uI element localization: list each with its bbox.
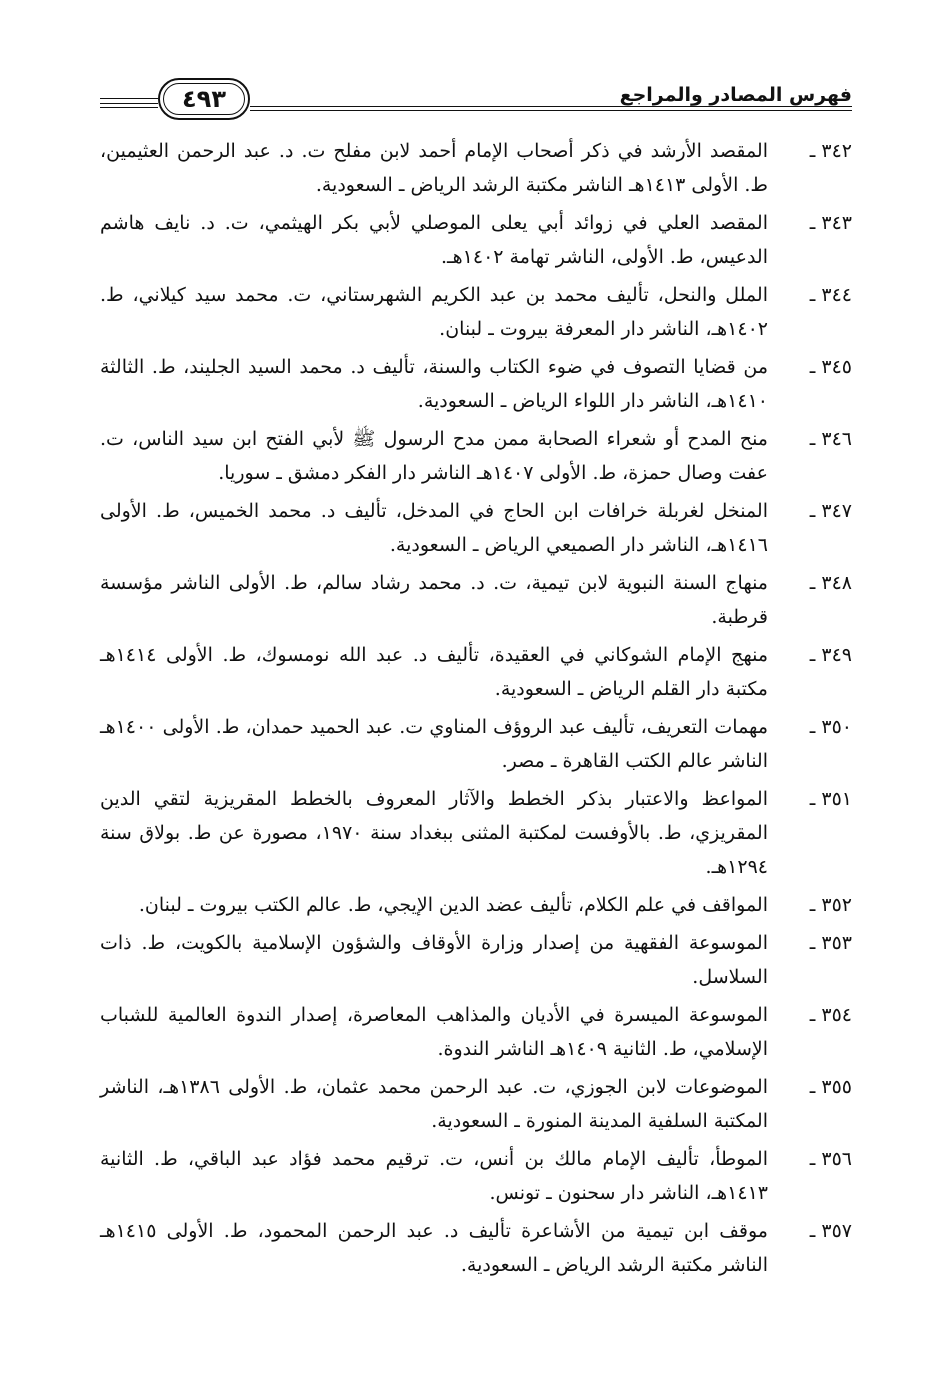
entry-text: المواقف في علم الكلام، تأليف عضد الدين الإيجي، ط. عالم الكتب بيروت ـ لبنان. (138, 894, 768, 916)
page-header (100, 70, 852, 124)
entry-text: من قضايا التصوف في ضوء الكتاب والسنة، تأليف د. محمد السيد الجليند، ط. الثالثة ١٤١٠هـ، الناشر دار اللواء الرياض ـ السعودية. (100, 356, 768, 412)
entry-text: منهج الإمام الشوكاني في العقيدة، تأليف د. عبد الله نومسوك، ط. الأولى ١٤١٤هـ مكتبة دار القلم الرياض ـ السعودية. (100, 644, 768, 700)
header-rule-left (100, 98, 158, 99)
entry-number: ٣٤٨ ـ (809, 572, 852, 594)
bibliography-entry (100, 350, 852, 418)
bibliography-list (100, 134, 852, 1286)
entry-number: ٣٥٤ ـ (809, 1004, 852, 1026)
bibliography-entry (100, 1214, 852, 1282)
bibliography-entry (100, 710, 852, 778)
entry-number: ٣٤٤ ـ (809, 284, 852, 306)
entry-text: الموسوعة الميسرة في الأديان والمذاهب المعاصرة، إصدار الندوة العالمية للشباب الإسلامي، ط. الثانية ١٤٠٩هـ الناشر الندوة. (100, 1004, 768, 1060)
entry-text: المنخل لغربلة خرافات ابن الحاج في المدخل، تأليف د. محمد الخميس، ط. الأولى ١٤١٦هـ، الناشر دار الصميعي الرياض ـ السعودية. (100, 500, 768, 556)
page-number: ٤٩٣ (158, 78, 250, 120)
entry-text: الملل والنحل، تأليف محمد بن عبد الكريم الشهرستاني، ت. محمد سيد كيلاني، ط. ١٤٠٢هـ، الناشر دار المعرفة بيروت ـ لبنان. (100, 284, 768, 340)
entry-text: منهاج السنة النبوية لابن تيمية، ت. د. محمد رشاد سالم، ط. الأولى الناشر مؤسسة قرطبة. (100, 572, 768, 628)
bibliography-entry (100, 134, 852, 202)
entry-number: ٣٥٦ ـ (809, 1148, 852, 1170)
bibliography-entry (100, 998, 852, 1066)
bibliography-entry (100, 206, 852, 274)
entry-text: الموضوعات لابن الجوزي، ت. عبد الرحمن محمد عثمان، ط. الأولى ١٣٨٦هـ، الناشر المكتبة السلفية المدينة المنورة ـ السعودية. (100, 1076, 768, 1132)
entry-number: ٣٤٧ ـ (809, 500, 852, 522)
entry-text: مهمات التعريف، تأليف عبد الروؤف المناوي ت. عبد الحميد حمدان، ط. الأولى ١٤٠٠هـ الناشر عالم الكتب القاهرة ـ مصر. (100, 716, 768, 772)
entry-number: ٣٥١ ـ (809, 788, 852, 810)
entry-number: ٣٤٢ ـ (809, 140, 852, 162)
entry-number: ٣٤٩ ـ (809, 644, 852, 666)
entry-number: ٣٥٠ ـ (809, 716, 852, 738)
entry-text: الموطأ، تأليف الإمام مالك بن أنس، ت. ترقيم محمد فؤاد عبد الباقي، ط. الثانية ١٤١٣هـ، الناشر دار سحنون ـ تونس. (100, 1148, 768, 1204)
running-title: فهرس المصادر والمراجع (619, 84, 852, 106)
bibliography-entry (100, 1142, 852, 1210)
entry-text: المواعظ والاعتبار بذكر الخطط والآثار المعروف بالخطط المقريزية لتقي الدين المقريزي، ط. بالأوفست لمكتبة المثنى ببغداد سنة ١٩٧٠، مصورة عن ط. بولاق سنة ١٢٩٤هـ. (100, 788, 768, 878)
entry-text: الموسوعة الفقهية من إصدار وزارة الأوقاف والشؤون الإسلامية بالكويت، ط. ذات السلاسل. (100, 932, 768, 988)
bibliography-entry (100, 782, 852, 884)
bibliography-entry (100, 422, 852, 490)
entry-number: ٣٥٢ ـ (809, 894, 852, 916)
entry-number: ٣٤٥ ـ (809, 356, 852, 378)
bibliography-entry (100, 1070, 852, 1138)
bibliography-entry (100, 278, 852, 346)
entry-number: ٣٤٣ ـ (809, 212, 852, 234)
bibliography-entry (100, 638, 852, 706)
entry-text: موقف ابن تيمية من الأشاعرة تأليف د. عبد الرحمن المحمود، ط. الأولى ١٤١٥هـ الناشر مكتبة الرشد الرياض ـ السعودية. (100, 1220, 768, 1276)
entry-number: ٣٥٣ ـ (809, 932, 852, 954)
bibliography-entry (100, 566, 852, 634)
entry-text: المقصد الأرشد في ذكر أصحاب الإمام أحمد لابن مفلح ت. د. عبد الرحمن العثيمين، ط. الأولى ١٤١٣هـ الناشر مكتبة الرشد الرياض ـ السعودية. (100, 140, 768, 196)
header-rule (250, 106, 852, 107)
bibliography-entry (100, 888, 852, 922)
entry-number: ٣٤٦ ـ (809, 428, 852, 450)
entry-number: ٣٥٧ ـ (809, 1220, 852, 1242)
entry-text: منح المدح أو شعراء الصحابة ممن مدح الرسول ﷺ لأبي الفتح ابن سيد الناس، ت. عفت وصال حمزة، ط. الأولى ١٤٠٧هـ الناشر دار الفكر دمشق ـ سوريا. (100, 428, 768, 484)
bibliography-entry (100, 494, 852, 562)
bibliography-entry (100, 926, 852, 994)
entry-number: ٣٥٥ ـ (809, 1076, 852, 1098)
entry-text: المقصد العلي في زوائد أبي يعلى الموصلي لأبي بكر الهيثمي، ت. د. نايف هاشم الدعيس، ط. الأولى، الناشر تهامة ١٤٠٢هـ. (100, 212, 768, 268)
